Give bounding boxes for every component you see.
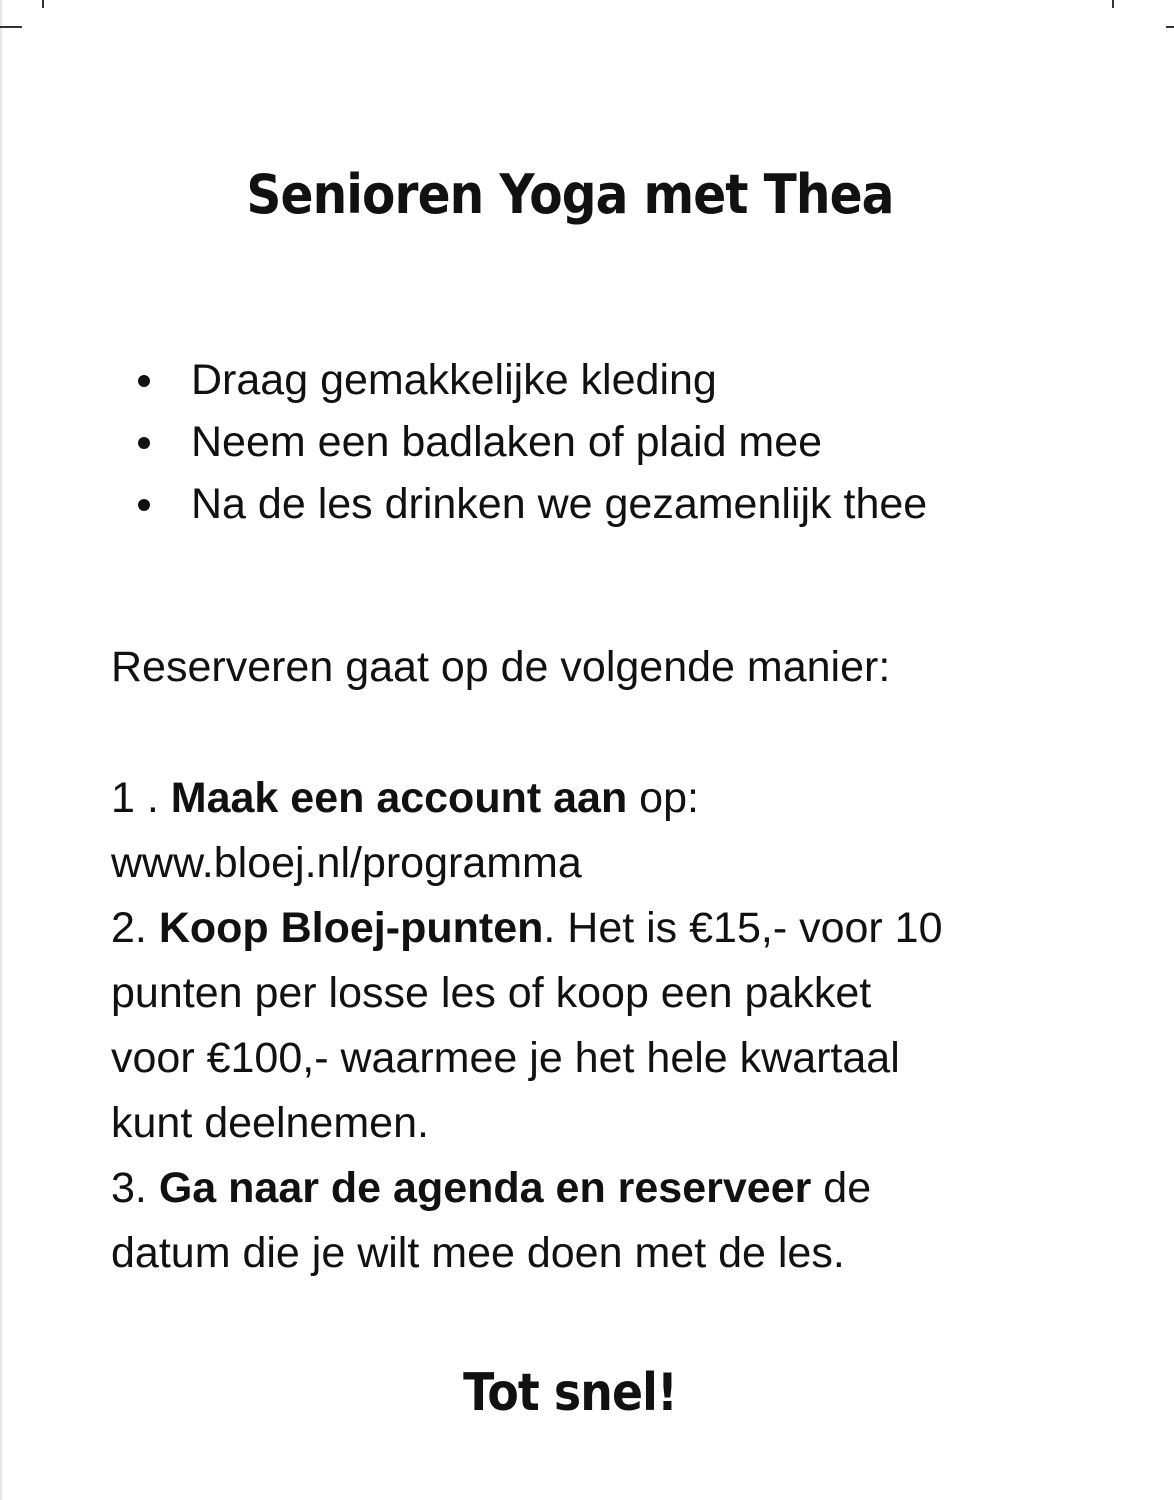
step-2-action: Koop Bloej-punten [158, 904, 544, 952]
reservation-intro: Reserveren gaat op de volgende manier: [111, 643, 891, 691]
step-1-number: 1 . [111, 774, 159, 822]
step-1-suffix: op: [627, 774, 699, 822]
list-item-text: Draag gemakkelijke kleding [191, 356, 717, 404]
tips-list [128, 349, 927, 535]
step-1-action: Maak een account aan [170, 774, 628, 822]
crop-mark-top-right-vertical [1112, 0, 1114, 8]
step-1-url: www.bloej.nl/programma [111, 839, 582, 887]
page-title: Senioren Yoga met Thea [246, 163, 894, 226]
step-3-number: 3. [111, 1164, 147, 1212]
crop-mark-top-left [0, 26, 22, 28]
step-3-suffix: de [811, 1164, 872, 1212]
list-item [128, 473, 927, 535]
step-2-line-4: kunt deelnemen. [111, 1099, 429, 1147]
closing-text: Tot snel! [463, 1363, 677, 1423]
step-3 [111, 1156, 1071, 1221]
step-2-line-3: voor €100,- waarmee je het hele kwartaal [111, 1034, 900, 1082]
list-item-text: Neem een badlaken of plaid mee [191, 418, 823, 466]
step-2-line-2: punten per losse les of koop een pakket [111, 969, 872, 1017]
crop-mark-top-right [1166, 26, 1174, 28]
page-edge [0, 0, 2, 1500]
step-1 [111, 766, 1071, 831]
bullet-icon [138, 437, 150, 449]
list-item [128, 411, 927, 473]
step-2-text: . Het is €15,- voor 10 [543, 904, 943, 952]
bullet-icon [138, 375, 150, 387]
step-3-action: Ga naar de agenda en reserveer [158, 1164, 812, 1212]
list-item [128, 349, 927, 411]
bullet-icon [138, 499, 150, 511]
crop-mark-top-left-vertical [42, 0, 44, 8]
step-2-number: 2. [111, 904, 147, 952]
step-3-line-2: datum die je wilt mee doen met de les. [111, 1229, 845, 1277]
reservation-steps [111, 766, 1071, 1286]
step-2 [111, 896, 1071, 961]
list-item-text: Na de les drinken we gezamenlijk thee [191, 480, 928, 528]
